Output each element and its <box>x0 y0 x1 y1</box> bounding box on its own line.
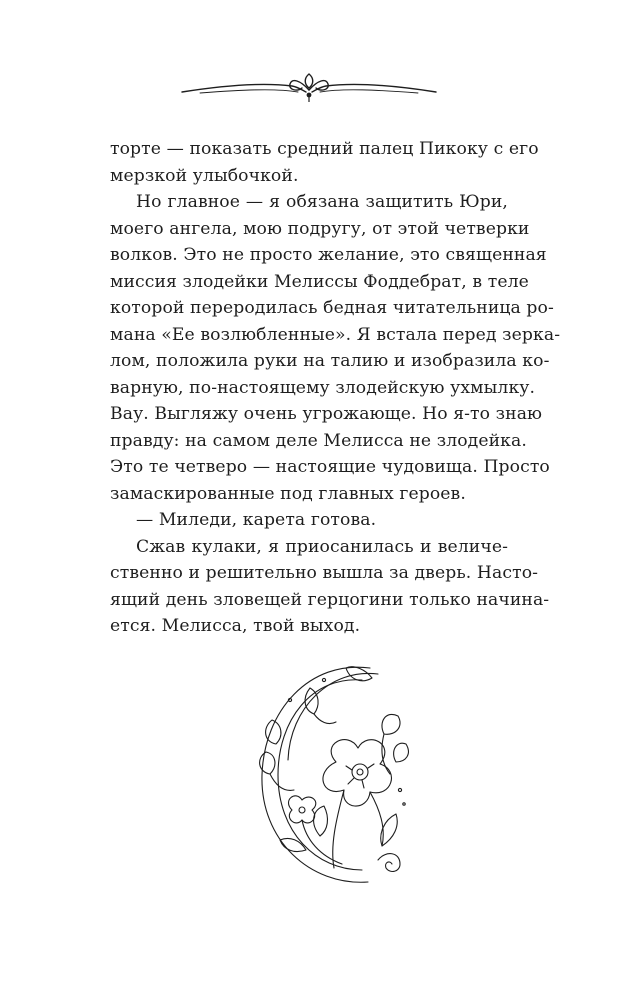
paragraph-1 <box>110 136 539 189</box>
text-line: варную, по-настоящему злодейскую ухмылку. <box>110 377 536 398</box>
text-line: ящий день зловещей герцогини только начина- <box>110 589 550 610</box>
text-line: миссия злодейки Мелиссы Фоддебрат, в теле <box>110 271 529 292</box>
text-line: моего ангела, мою подругу, от этой четверки <box>110 218 530 239</box>
text-line: правду: на самом деле Мелисса не злодейка. <box>110 430 527 451</box>
text-line: которой переродилась бедная читательница ро- <box>110 298 554 318</box>
floral-wreath-ornament <box>250 660 420 890</box>
text-line: Но главное — я обязана защитить Юри, <box>136 192 508 212</box>
text-line: Вау. Выгляжу очень угрожающе. Но я-то знаю <box>110 404 543 424</box>
chapter-divider-ornament <box>180 66 438 106</box>
text-line: Сжав кулаки, я приосанилась и величе- <box>136 536 508 557</box>
text-line: ственно и решительно вышла за дверь. Насто- <box>110 563 539 583</box>
text-line: мана «Ее возлюбленные». Я встала перед зерка- <box>110 324 561 345</box>
text-line: замаскированные под главных героев. <box>110 483 466 504</box>
text-line: лом, положила руки на талию и изобразила ко- <box>110 351 550 371</box>
paragraph-4 <box>110 534 550 640</box>
paragraph-3 <box>110 507 508 534</box>
body-text <box>110 136 561 640</box>
text-line: торте — показать средний палец Пикоку с его <box>110 139 539 159</box>
text-line: — Миледи, карета готова. <box>136 510 377 530</box>
text-line: волков. Это не просто желание, это священная <box>110 245 547 265</box>
text-line: ется. Мелисса, твой выход. <box>110 616 361 636</box>
text-line: Это те четверо — настоящие чудовища. Просто <box>110 457 550 477</box>
paragraph-2 <box>110 189 561 507</box>
text-line: мерзкой улыбочкой. <box>110 165 299 186</box>
